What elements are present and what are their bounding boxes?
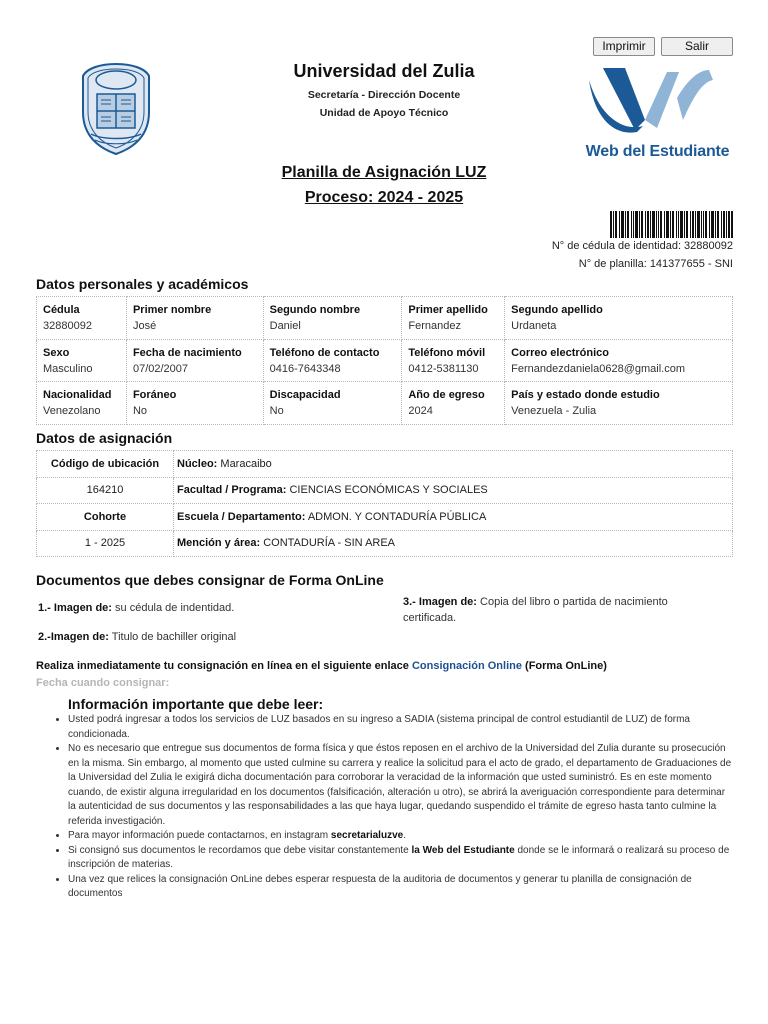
field-value: José bbox=[132, 319, 157, 332]
mencion-value: CONTADURÍA - SIN AREA bbox=[263, 537, 396, 550]
field-value: 0412-5381130 bbox=[408, 362, 479, 375]
web-del-estudiante-mention: la Web del Estudiante bbox=[411, 844, 515, 856]
field-label: Segundo apellido bbox=[511, 303, 603, 316]
field-fecha-nacimiento bbox=[126, 339, 263, 382]
exit-button[interactable]: Salir bbox=[661, 37, 733, 56]
list-item: • Usted podrá ingresar a todos los servicios de LUZ basados en su ingreso a SADIA (sistema principal de control estudiantil de LUZ) de forma condicionada. bbox=[68, 713, 734, 742]
field-value: No bbox=[132, 405, 148, 418]
nucleo-label: Núcleo: bbox=[177, 457, 218, 470]
document-text: Titulo de bachiller original bbox=[111, 631, 237, 643]
table-row bbox=[37, 530, 733, 557]
assignment-heading: Datos de asignación bbox=[36, 430, 173, 446]
field-value: Fernandezdaniela0628@gmail.com bbox=[511, 362, 685, 375]
field-label: Foráneo bbox=[132, 389, 177, 402]
field-label: Año de egreso bbox=[408, 389, 485, 402]
document-text: su cédula de indentidad. bbox=[115, 602, 235, 614]
nucleo-cell bbox=[174, 451, 733, 478]
field-ano-egreso bbox=[402, 382, 505, 425]
field-value: Daniel bbox=[269, 319, 301, 332]
document-label: 1.- Imagen de: bbox=[38, 602, 112, 614]
consignment-instructions bbox=[36, 660, 607, 672]
field-telefono-contacto bbox=[263, 339, 402, 382]
escuela-cell bbox=[174, 504, 733, 531]
document-item-3 bbox=[403, 594, 703, 626]
info-text: Si consignó sus documentos le recordamos que debe visitar constantemente bbox=[68, 844, 409, 856]
cohort-label: Cohorte bbox=[37, 504, 174, 531]
info-text: . bbox=[403, 830, 406, 841]
important-info-list bbox=[68, 713, 734, 902]
info-text: Para mayor información puede contactarnos, en instagram bbox=[68, 830, 329, 841]
instagram-handle: secretarialuzve bbox=[330, 830, 404, 841]
mencion-cell bbox=[174, 530, 733, 557]
field-label: Correo electrónico bbox=[511, 346, 609, 359]
barcode bbox=[610, 211, 733, 238]
document-title: Planilla de Asignación LUZ bbox=[281, 164, 487, 181]
field-segundo-nombre bbox=[263, 297, 402, 340]
field-value: 2024 bbox=[408, 405, 433, 418]
field-label: Primer apellido bbox=[408, 303, 488, 316]
info-text: donde se le informará o realizará su proceso de inscripción de materias. bbox=[68, 844, 730, 870]
field-discapacidad bbox=[263, 382, 402, 425]
code-value: 164210 bbox=[37, 477, 174, 504]
facultad-value: CIENCIAS ECONÓMICAS Y SOCIALES bbox=[289, 484, 488, 497]
consignment-online-link[interactable]: Consignación Online bbox=[411, 660, 522, 672]
field-value: 07/02/2007 bbox=[132, 362, 189, 375]
field-value: 32880092 bbox=[43, 319, 92, 332]
field-label: Teléfono móvil bbox=[408, 346, 486, 359]
code-label: Código de ubicación bbox=[37, 451, 174, 478]
brand-w-icon bbox=[581, 64, 734, 134]
field-label: Segundo nombre bbox=[269, 303, 361, 316]
document-label: 2.-Imagen de: bbox=[38, 631, 109, 643]
important-info-heading: Información importante que debe leer: bbox=[68, 696, 324, 712]
list-item bbox=[68, 829, 734, 844]
field-label: Fecha de nacimiento bbox=[132, 346, 242, 359]
field-value: Venezolano bbox=[43, 405, 101, 418]
document-label: 3.- Imagen de: bbox=[403, 596, 477, 608]
field-primer-apellido bbox=[402, 297, 505, 340]
planilla-number: N° de planilla: 141377655 - SNI bbox=[578, 258, 733, 270]
personal-data-table bbox=[36, 296, 733, 425]
consignment-date-label: Fecha cuando consignar: bbox=[36, 677, 170, 689]
field-label: Teléfono de contacto bbox=[269, 346, 380, 359]
web-del-estudiante-logo bbox=[581, 64, 734, 160]
assignment-table bbox=[36, 450, 733, 557]
list-item: • Una vez que relices la consignación OnLine debes esperar respuesta de la auditoria de documentos y generar tu planilla de consignación de documentos bbox=[68, 873, 734, 902]
cedula-number: N° de cédula de identidad: 32880092 bbox=[551, 240, 733, 252]
field-correo bbox=[505, 339, 733, 382]
university-name: Universidad del Zulia bbox=[293, 61, 475, 81]
table-row bbox=[37, 451, 733, 478]
table-row bbox=[37, 297, 733, 340]
facultad-cell bbox=[174, 477, 733, 504]
process-title: Proceso: 2024 - 2025 bbox=[304, 189, 464, 206]
field-label: Discapacidad bbox=[269, 389, 341, 402]
field-pais-estado bbox=[505, 382, 733, 425]
document-item-1 bbox=[38, 602, 234, 614]
table-row bbox=[37, 382, 733, 425]
print-button[interactable]: Imprimir bbox=[593, 37, 655, 56]
escuela-value: ADMON. Y CONTADURÍA PÚBLICA bbox=[307, 510, 487, 523]
list-item bbox=[68, 844, 734, 873]
header-subtitle-1: Secretaría - Dirección Docente bbox=[307, 89, 461, 101]
document-item-2 bbox=[38, 631, 236, 643]
link-prefix: Realiza inmediatamente tu consignación en línea en el siguiente enlace bbox=[36, 660, 409, 672]
field-label: Nacionalidad bbox=[43, 389, 112, 402]
mencion-label: Mención y área: bbox=[177, 537, 261, 550]
field-value: No bbox=[269, 405, 284, 418]
personal-data-heading: Datos personales y académicos bbox=[36, 276, 249, 292]
document-text: Copia del libro o partida de nacimiento certificada. bbox=[403, 596, 668, 624]
documents-heading: Documentos que debes consignar de Forma OnLine bbox=[36, 572, 384, 588]
field-value: Urdaneta bbox=[511, 319, 557, 332]
field-telefono-movil bbox=[402, 339, 505, 382]
field-primer-nombre bbox=[126, 297, 263, 340]
field-label: Cédula bbox=[43, 303, 80, 316]
field-nacionalidad bbox=[37, 382, 127, 425]
link-suffix: (Forma OnLine) bbox=[525, 660, 607, 672]
field-label: País y estado donde estudio bbox=[511, 389, 660, 402]
header-subtitle-2: Unidad de Apoyo Técnico bbox=[319, 107, 449, 119]
field-label: Sexo bbox=[43, 346, 70, 359]
facultad-label: Facultad / Programa: bbox=[177, 484, 287, 497]
field-value: 0416-7643348 bbox=[269, 362, 341, 375]
field-value: Venezuela - Zulia bbox=[511, 405, 597, 418]
table-row bbox=[37, 339, 733, 382]
field-value: Masculino bbox=[43, 362, 93, 375]
nucleo-value: Maracaibo bbox=[220, 457, 272, 470]
field-label: Primer nombre bbox=[132, 303, 212, 316]
table-row bbox=[37, 477, 733, 504]
field-segundo-apellido bbox=[505, 297, 733, 340]
field-foraneo bbox=[126, 382, 263, 425]
brand-text: Web del Estudiante bbox=[585, 143, 730, 160]
cohort-value: 1 - 2025 bbox=[37, 530, 174, 557]
field-sexo bbox=[37, 339, 127, 382]
escuela-label: Escuela / Departamento: bbox=[177, 510, 306, 523]
list-item: • No es necesario que entregue sus documentos de forma física y que éstos reposen en el archivo de la Universidad del Zulia durante su prosecución en la misma. Sin embargo, al momento que usted culmine su carrera y realice la solicitud para el acto de grado, el departamento de Graduaciones de la Universidad del Zulia le exigirá dicha documentación para corroborar la veracidad de la información que usted suministró. Es en este momento cuando, de existir alguna irregularidad en los documentos (falsificación, alteración u otro), se abrirá la averiguación correspondiente para determinar la autenticidad de sus documentos y las responsabilidades a las que haya lugar, quedando suspendido el trámite de egreso hasta tanto culmine la referida investigación. bbox=[68, 742, 734, 829]
table-row bbox=[37, 504, 733, 531]
field-value: Fernandez bbox=[408, 319, 461, 332]
field-cedula bbox=[37, 297, 127, 340]
